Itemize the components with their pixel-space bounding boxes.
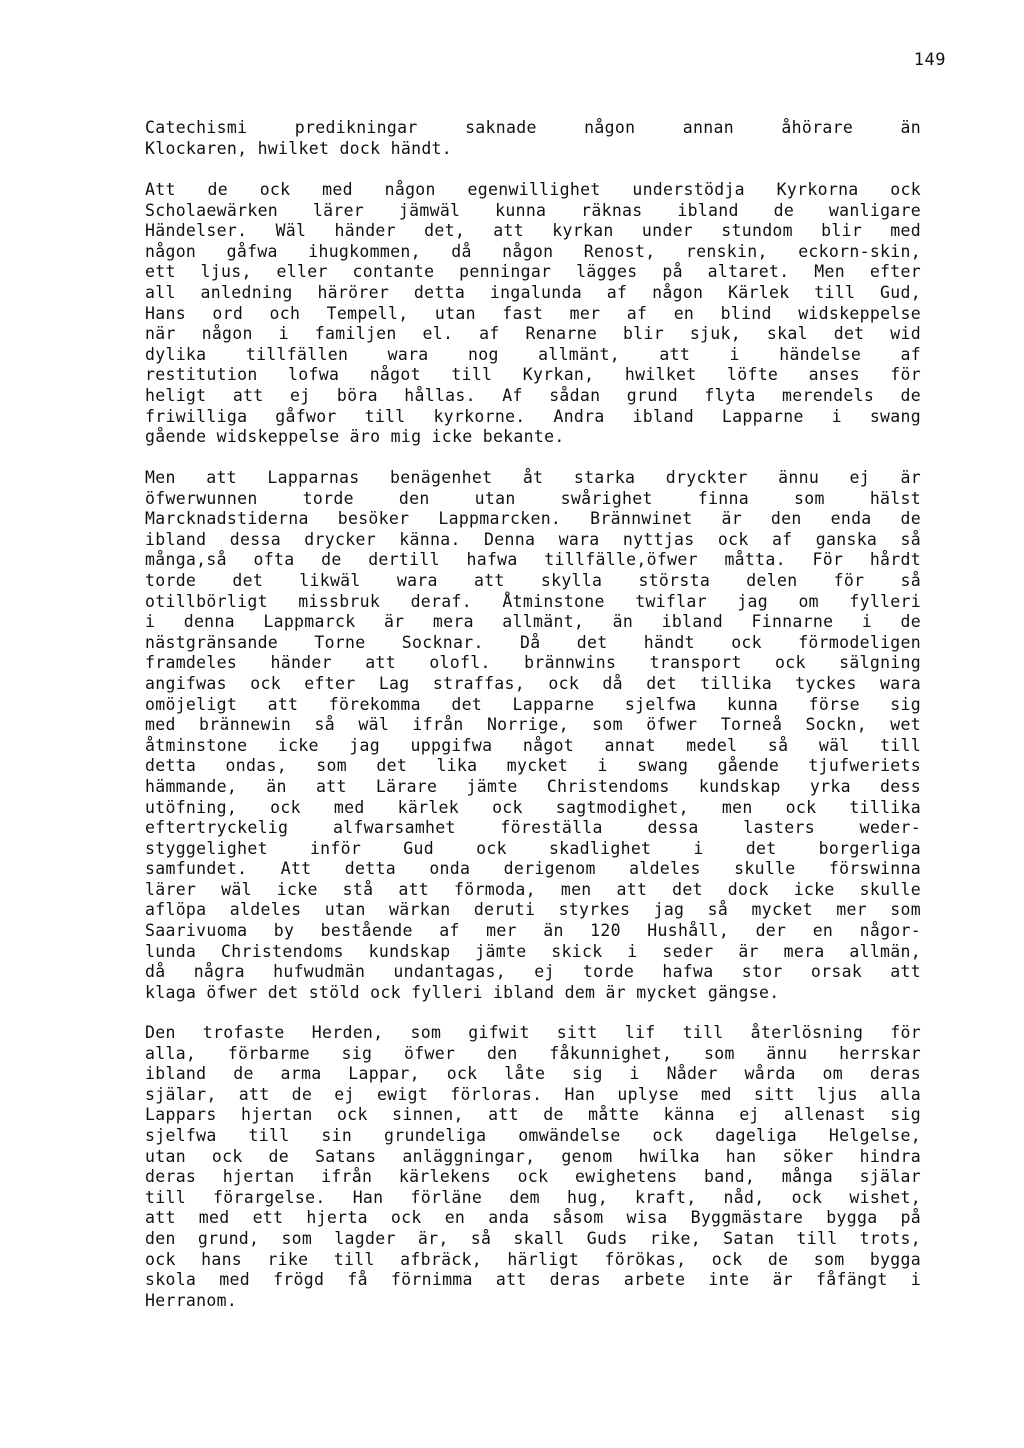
- text-line: eftertryckelig alfwarsamhet föreställa dessa lasters weder-: [145, 818, 921, 838]
- text-line: detta ondas, som det lika mycket i swang gående tjufweriets: [145, 756, 921, 776]
- text-line: deras hjertan ifrån kärlekens ock ewighetens band, många själar: [145, 1167, 921, 1187]
- text-line: Klockaren, hwilket dock händt.: [145, 138, 453, 158]
- text-line: omöjeligt att förekomma det Lapparne sjelfwa kunna förse sig: [145, 694, 921, 714]
- text-line: hämmande, än att Lärare jämte Christendoms kundskap yrka dess: [145, 776, 921, 796]
- paragraph-4: [145, 1023, 921, 1311]
- page-number: 149: [913, 50, 946, 70]
- text-line: styggelighet inför Gud ock skadlighet i det borgerliga: [145, 838, 921, 858]
- text-line: ibland de arma Lappar, ock låte sig i Nåder wårda om deras: [145, 1064, 921, 1084]
- text-line: Marcknadstiderna besöker Lappmarcken. Brännwinet är den enda de: [145, 509, 921, 529]
- text-line: Men att Lapparnas benägenhet åt starka dryckter ännu ej är: [145, 468, 921, 487]
- text-line: angifwas ock efter Lag straffas, ock då det tillika tyckes wara: [145, 673, 921, 693]
- text-line: den grund, som lagder är, så skall Guds rike, Satan till trots,: [145, 1228, 921, 1248]
- text-line: lärer wäl icke stå att förmoda, men att det dock icke skulle: [145, 879, 921, 899]
- text-line: någon gåfwa ihugkommen, då någon Renost, renskin, eckorn-skin,: [145, 241, 921, 261]
- text-line: Hans ord och Tempell, utan fast mer af en blind widskeppelse: [145, 303, 921, 323]
- text-line: restitution lofwa något till Kyrkan, hwilket löfte anses för: [145, 365, 921, 385]
- paragraph-1: [145, 118, 921, 159]
- text-line: dylika tillfällen wara nog allmänt, att i händelse af: [145, 344, 921, 364]
- text-line: Den trofaste Herden, som gifwit sitt lif till återlösning för: [145, 1023, 921, 1042]
- text-line: när någon i familjen el. af Renarne blir sjuk, skal det wid: [145, 324, 921, 344]
- text-line: otillbörligt missbruk deraf. Åtminstone twiflar jag om fylleri: [145, 591, 921, 611]
- text-line: ibland dessa drycker känna. Denna wara nyttjas ock af ganska så: [145, 529, 921, 549]
- text-line: Catechismi predikningar saknade någon annan åhörare än: [145, 118, 921, 137]
- text-line: i denna Lappmarck är mera allmänt, än ibland Finnarne i de: [145, 612, 921, 632]
- text-line: alla, förbarme sig öfwer den fåkunnighet, som ännu herrskar: [145, 1043, 921, 1063]
- text-line: själar, att de ej ewigt förloras. Han uplyse med sitt ljus alla: [145, 1084, 921, 1104]
- text-line: torde det likwäl wara att skylla största delen för så: [145, 570, 921, 590]
- text-line: Lappars hjertan ock sinnen, att de måtte känna ej allenast sig: [145, 1105, 921, 1125]
- text-line: utöfning, ock med kärlek ock sagtmodighet, men ock tillika: [145, 797, 921, 817]
- text-line: öfwerwunnen torde den utan swårighet finna som hälst: [145, 488, 921, 508]
- text-line: skola med frögd få förnimma att deras arbete inte är fåfängt i: [145, 1270, 921, 1290]
- text-line: ett ljus, eller contante penningar lägges på altaret. Men efter: [145, 262, 921, 282]
- paragraph-2: [145, 180, 921, 448]
- text-line: Herranom.: [145, 1290, 238, 1310]
- text-line: framdeles händer att olofl. brännwins transport ock sälgning: [145, 653, 921, 673]
- text-line: heligt att ej böra hållas. Af sådan grund flyta merendels de: [145, 385, 921, 405]
- text-line: lunda Christendoms kundskap jämte skick i seder är mera allmän,: [145, 941, 921, 961]
- text-line: till förargelse. Han förläne dem hug, kraft, nåd, ock wishet,: [145, 1187, 921, 1207]
- text-line: samfundet. Att detta onda derigenom aldeles skulle förswinna: [145, 859, 921, 879]
- text-line: aflöpa aldeles utan wärkan deruti styrkes jag så mycket mer som: [145, 900, 921, 920]
- text-line: Händelser. Wäl händer det, att kyrkan under stundom blir med: [145, 221, 921, 241]
- paragraph-3: [145, 468, 921, 1003]
- text-line: åtminstone icke jag uppgifwa något annat medel så wäl till: [145, 735, 921, 755]
- text-line: nästgränsande Torne Socknar. Då det händt ock förmodeligen: [145, 632, 921, 652]
- text-line: klaga öfwer det stöld ock fylleri ibland dem är mycket gängse.: [145, 982, 780, 1002]
- text-line: Att de ock med någon egenwillighet understödja Kyrkorna ock: [145, 180, 921, 199]
- text-line: att med ett hjerta ock en anda såsom wisa Byggmästare bygga på: [145, 1208, 921, 1228]
- text-line: sjelfwa till sin grundeliga omwändelse ock dageliga Helgelse,: [145, 1125, 921, 1145]
- text-line: då några hufwudmän undantagas, ej torde hafwa stor orsak att: [145, 962, 921, 982]
- text-line: många,så ofta de dertill hafwa tillfälle,öfwer måtta. För hårdt: [145, 550, 921, 570]
- text-line: utan ock de Satans anläggningar, genom hwilka han söker hindra: [145, 1146, 921, 1166]
- text-line: med brännewin så wäl ifrån Norrige, som öfwer Torneå Sockn, wet: [145, 715, 921, 735]
- text-line: Scholaewärken lärer jämwäl kunna räknas ibland de wanligare: [145, 200, 921, 220]
- text-line: gående widskeppelse äro mig icke bekante.: [145, 427, 565, 447]
- text-line: friwilliga gåfwor till kyrkorne. Andra ibland Lapparne i swang: [145, 406, 921, 426]
- text-line: all anledning härörer detta ingalunda af någon Kärlek till Gud,: [145, 282, 921, 302]
- text-line: ock hans rike till afbräck, härligt förökas, ock de som bygga: [145, 1249, 921, 1269]
- text-line: Saarivuoma by bestående af mer än 120 Hushåll, der en någor-: [145, 921, 921, 941]
